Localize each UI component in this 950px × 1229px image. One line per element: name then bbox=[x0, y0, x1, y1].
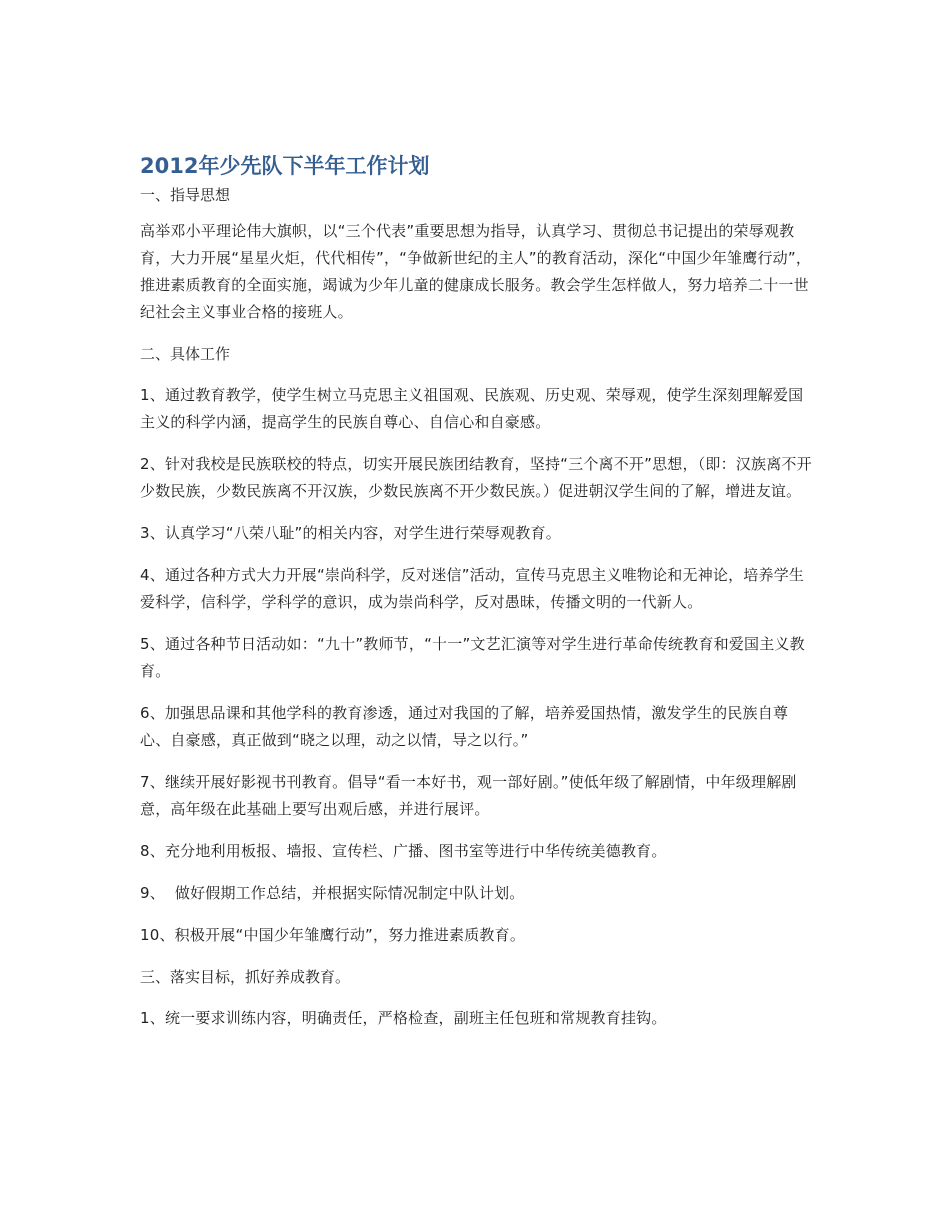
list-item: 1、统一要求训练内容，明确责任，严格检查，副班主任包班和常规教育挂钩。 bbox=[140, 1009, 667, 1027]
document-body bbox=[140, 150, 812, 1032]
spacer bbox=[140, 823, 812, 838]
list-item: 4、通过各种方式大力开展“崇尚科学，反对迷信”活动，宣传马克思主义唯物论和无神论，培养学生爱科学，信科学，学科学的意识，成为崇尚科学，反对愚昧，传播文明的一代新人。 bbox=[140, 566, 805, 611]
list-item: 7、继续开展好影视书刊教育。倡导“看一本好书，观一部好剧。”使低年级了解剧情，中年级理解剧意，高年级在此基础上要写出观后感，并进行展评。 bbox=[140, 773, 797, 818]
spacer bbox=[140, 865, 812, 880]
spacer bbox=[140, 367, 812, 382]
spacer bbox=[140, 616, 812, 631]
list-item: 8、充分地利用板报、墙报、宣传栏、广播、图书室等进行中华传统美德教育。 bbox=[140, 842, 667, 860]
list-item: 5、通过各种节日活动如：“九十”教师节，“十一”文艺汇演等对学生进行革命传统教育和爱国主义教育。 bbox=[140, 635, 805, 680]
section-heading-specific-work: 二、具体工作 bbox=[140, 345, 231, 363]
list-item: 10、积极开展“中国少年雏鹰行动”，努力推进素质教育。 bbox=[140, 926, 526, 944]
spacer bbox=[140, 436, 812, 451]
spacer bbox=[140, 547, 812, 562]
spacer bbox=[140, 754, 812, 769]
list-item: 9、 做好假期工作总结，并根据实际情况制定中队计划。 bbox=[140, 884, 525, 902]
section-heading-goals: 三、落实目标，抓好养成教育。 bbox=[140, 968, 351, 986]
spacer bbox=[140, 907, 812, 922]
spacer bbox=[140, 505, 812, 520]
list-item: 3、认真学习“八荣八耻”的相关内容，对学生进行荣辱观教育。 bbox=[140, 524, 561, 542]
paragraph-guiding-ideology: 高举邓小平理论伟大旗帜，以“三个代表”重要思想为指导，认真学习、贯彻总书记提出的荣辱观教育，大力开展“星星火炬，代代相传”，“争做新世纪的主人”的教育活动，深化“中国少年雏鹰行动”，推进素质教育的全面实施，竭诚为少年儿童的健康成长服务。教会学生怎样做人，努力培养二十一世纪社会主义事业合格的接班人。 bbox=[140, 222, 812, 321]
document-title: 2012年少先队下半年工作计划 bbox=[140, 154, 430, 178]
list-item: 2、针对我校是民族联校的特点，切实开展民族团结教育，坚持“三个离不开”思想，（即：汉族离不开少数民族，少数民族离不开汉族，少数民族离不开少数民族。）促进朝汉学生间的了解，增进友谊。 bbox=[140, 455, 812, 500]
section-heading-guiding-ideology: 一、指导思想 bbox=[140, 186, 231, 204]
spacer bbox=[140, 326, 812, 341]
spacer bbox=[140, 990, 812, 1005]
list-item: 1、通过教育教学，使学生树立马克思主义祖国观、民族观、历史观、荣辱观，使学生深刻理解爱国主义的科学内涵，提高学生的民族自尊心、自信心和自豪感。 bbox=[140, 386, 804, 431]
spacer bbox=[140, 208, 812, 218]
list-item: 6、加强思品课和其他学科的教育渗透，通过对我国的了解，培养爱国热情，激发学生的民族自尊心、自豪感，真正做到“晓之以理，动之以情，导之以行。” bbox=[140, 704, 789, 749]
spacer bbox=[140, 685, 812, 700]
spacer bbox=[140, 949, 812, 964]
